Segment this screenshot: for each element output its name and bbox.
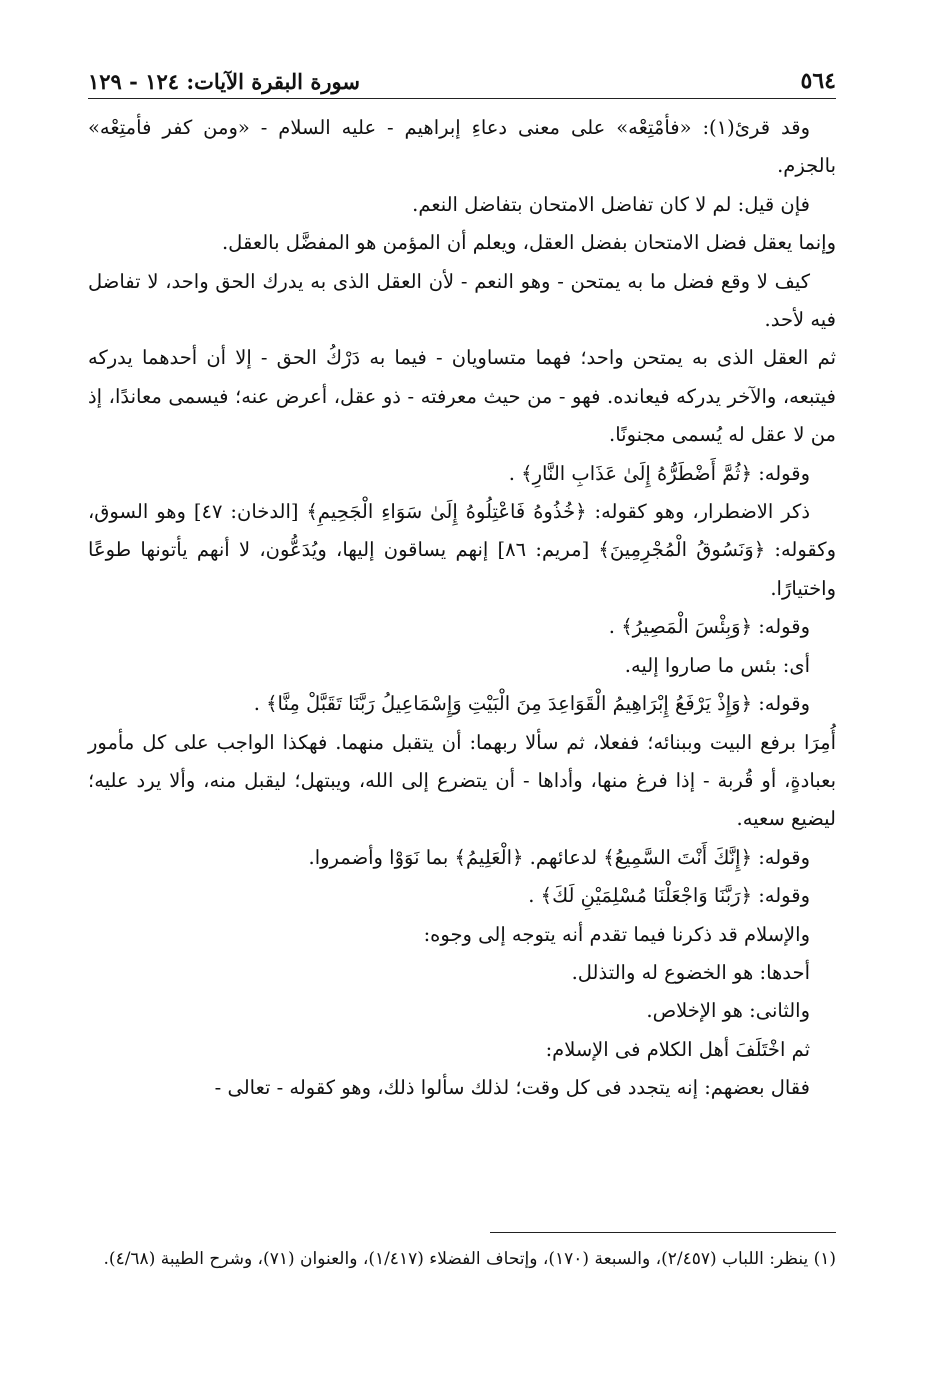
footnote: (١) ينظر: اللباب (٢/٤٥٧)، والسبعة (١٧٠)، وإتحاف الفضلاء (١/٤١٧)، والعنوان (٧١)، وشرح الطيبة (٤/٦٨). bbox=[103, 1249, 836, 1269]
main-text bbox=[88, 109, 836, 1108]
running-header bbox=[88, 50, 836, 99]
paragraph: وإنما يعقل فضل الامتحان بفضل العقل، ويعلم أن المؤمن هو المفضَّل بالعقل. bbox=[221, 231, 836, 255]
paragraph: ثم اخْتَلَفَ أهل الكلام فى الإسلام: bbox=[545, 1037, 810, 1061]
page-number: ٥٦٤ bbox=[800, 68, 836, 94]
paragraph: ثم العقل الذى به يمتحن واحد؛ فهما متساويان - فيما به دَرْكُ الحق - إلا أن أحدهما يدركه فيتبعه، والآخر يدركه فيعانده. فهو - من حيث معرفته - ذو عقل، أعرض عنه؛ فيسمى معاندًا، إذ من لا عقل له يُسمى مجنونًا. bbox=[88, 346, 836, 447]
paragraph: والثانى: هو الإخلاص. bbox=[646, 999, 810, 1023]
paragraph: وقوله: ﴿رَبَّنَا وَاجْعَلْنَا مُسْلِمَيْنِ لَكَ﴾ . bbox=[528, 884, 810, 908]
paragraph: وقوله: ﴿ثُمَّ أَضْطَرُّهُ إِلَىٰ عَذَابِ النَّارِ﴾ . bbox=[508, 461, 810, 485]
paragraph: فقال بعضهم: إنه يتجدد فى كل وقت؛ لذلك سألوا ذلك، وهو كقوله - تعالى - bbox=[214, 1076, 810, 1100]
footnote-divider bbox=[490, 1232, 836, 1233]
paragraph: أى: بئس ما صاروا إليه. bbox=[624, 653, 810, 677]
paragraph: وقد قرئ(١): «فأمْتِعْه» على معنى دعاءِ إبراهيم - عليه السلام - «ومن كفر فأمتِعْه» بالجزم. bbox=[88, 116, 836, 178]
paragraph: أُمِرَا برفع البيت وببنائه؛ ففعلا، ثم سألا ربهما: أن يتقبل منهما. فهكذا الواجب على كل مأمور بعبادةٍ، أو قُربة - إذا فرغ منها، وأداها - أن يتضرع إلى الله، ويبتهل؛ ليقبل منه، وألا يرد عليه؛ ليضيع سعيه. bbox=[88, 730, 836, 831]
running-title: سورة البقرة الآيات: ١٢٤ - ١٢٩ bbox=[88, 69, 360, 94]
paragraph: ذكر الاضطرار، وهو كقوله: ﴿خُذُوهُ فَاعْتِلُوهُ إِلَىٰ سَوَاءِ الْجَحِيمِ﴾ [الدخان: ٤٧] وهو السوق، وكقوله: ﴿وَنَسُوقُ الْمُجْرِمِينَ﴾ [مريم: ٨٦] إنهم يساقون إليها، ويُدَعُّون، لا أنهم يأتونها طوعًا واختيارًا. bbox=[88, 500, 836, 600]
book-page bbox=[88, 50, 836, 1389]
paragraph: كيف لا وقع فضل ما به يمتحن - وهو النعم - لأن العقل الذى به يدرك الحق واحد، لا تفاضل فيه لأحد. bbox=[88, 269, 836, 332]
paragraph: والإسلام قد ذكرنا فيما تقدم أنه يتوجه إلى وجوه: bbox=[423, 922, 810, 946]
paragraph: وقوله: ﴿وَبِئْسَ الْمَصِيرُ﴾ . bbox=[608, 615, 810, 639]
paragraph: أحدها: هو الخضوع له والتذلل. bbox=[571, 960, 810, 984]
paragraph: وقوله: ﴿إِنَّكَ أَنْتَ السَّمِيعُ﴾ لدعائهم. ﴿الْعَلِيمُ﴾ بما نَوَوْا وأضمروا. bbox=[308, 845, 810, 869]
paragraph: وقوله: ﴿وَإِذْ يَرْفَعُ إِبْرَاهِيمُ الْقَوَاعِدَ مِنَ الْبَيْتِ وَإِسْمَاعِيلُ رَبَّنَا تَقَبَّلْ مِنَّا﴾ . bbox=[253, 692, 810, 716]
paragraph: فإن قيل: لم لا كان تفاضل الامتحان بتفاضل النعم. bbox=[412, 192, 810, 216]
